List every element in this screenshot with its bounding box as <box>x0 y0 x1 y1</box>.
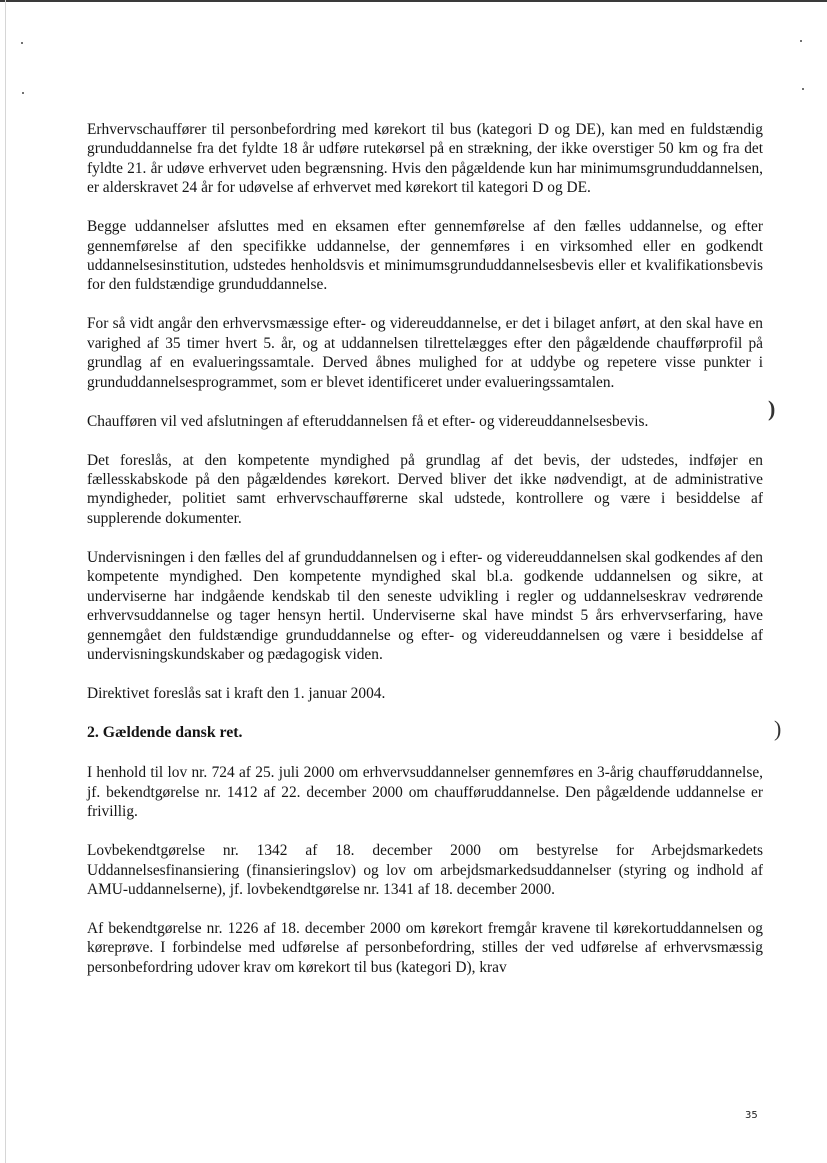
scan-speck <box>802 88 804 90</box>
section-heading: 2. Gældende dansk ret. <box>87 723 243 741</box>
punch-hole-mark: ) <box>774 716 782 741</box>
document-body <box>87 120 763 997</box>
paragraph: Erhvervschauffører til personbefordring med kørekort til bus (kategori D og DE), kan med en fuldstændig grunduddannelse fra det fyldte 18 år udføre rutekørsel på en strækning, der ikke overstiger 50 km og fra det fyldte 21. år udøve erhvervet uden begrænsning. Hvis den pågældende kun har minimumsgrunduddannelsen, er alderskravet 24 år for udøvelse af erhvervet med kørekort til kategori D og DE. <box>87 121 763 197</box>
scan-speck <box>22 92 24 94</box>
punch-hole-mark: ) <box>768 396 776 421</box>
paragraph: Af bekendtgørelse nr. 1226 af 18. december 2000 om kørekort fremgår kravene til kørekortuddannelsen og køreprøve. I forbindelse med udførelse af personbefordring, stilles der ved udførelse af erhvervsmæssig personbefordring udover krav om kørekort til bus (kategori D), krav <box>87 919 763 976</box>
paragraph: Begge uddannelser afsluttes med en eksamen efter gennemførelse af den fælles uddannelse, og efter gennemførelse af den specifikke uddannelse, der gennemføres i en virksomhed eller en godkendt uddannelsesinstitution, udstedes henholdsvis et minimumsgrunduddannelsesbevis eller et kvalifikationsbevis for den fuldstændige grunduddannelse. <box>87 218 763 294</box>
paragraph: I henhold til lov nr. 724 af 25. juli 2000 om erhvervsuddannelser gennemføres en 3-årig chaufføruddannelse, jf. bekendtgørelse nr. 1412 af 22. december 2000 om chaufføruddannelse. Den pågældende uddannelse er frivillig. <box>87 764 763 821</box>
paragraph: Undervisningen i den fælles del af grunduddannelsen og i efter- og videreuddannelsen skal godkendes af den kompetente myndighed. Den kompetente myndighed skal bl.a. godkende uddannelsen og sikre, at underviserne har indgående kendskab til den seneste udvikling i regler og uddannelseskrav vedrørende erhvervsuddannelse og tager hensyn hertil. Underviserne skal have mindst 5 års erhvervserfaring, have gennemgået den fuldstændige grunduddannelse og efter- og videreuddannelsen og være i besiddelse af undervisningskundskaber og pædagogisk viden. <box>87 548 763 663</box>
paragraph: Det foreslås, at den kompetente myndighed på grundlag af det bevis, der udstedes, indføjer en fællesskabskode på den pågældendes kørekort. Derved bliver det ikke nødvendigt, at de administrative myndigheder, politiet samt erhvervschaufførerne skal udstede, kontrollere og være i besiddelse af supplerende dokumenter. <box>87 451 763 527</box>
scan-speck <box>21 42 23 44</box>
page-number: 35 <box>745 1110 758 1121</box>
top-border-line <box>0 0 827 2</box>
paragraph: For så vidt angår den erhvervsmæssige efter- og videreuddannelse, er det i bilaget anført, at den skal have en varighed af 35 timer hvert 5. år, og at uddannelsen tilrettelægges efter den pågældende chaufførprofil på grundlag af en evalueringssamtale. Derved åbnes mulighed for at uddybe og repetere visse punkter i grunduddannelsesprogrammet, som er blevet identificeret under evalueringssamtalen. <box>87 315 763 391</box>
paragraph: Chaufføren vil ved afslutningen af efteruddannelsen få et efter- og videreuddannelsesbevis. <box>87 412 649 430</box>
scan-speck <box>800 40 802 42</box>
scan-left-edge <box>5 0 6 1163</box>
paragraph: Direktivet foreslås sat i kraft den 1. januar 2004. <box>87 684 386 702</box>
paragraph: Lovbekendtgørelse nr. 1342 af 18. december 2000 om bestyrelse for Arbejdsmarkedets Uddannelsesfinansiering (finansieringslov) og lov om arbejdsmarkedsuddannelser (styring og indhold af AMU-uddannelserne), jf. lovbekendtgørelse nr. 1341 af 18. december 2000. <box>87 842 763 898</box>
